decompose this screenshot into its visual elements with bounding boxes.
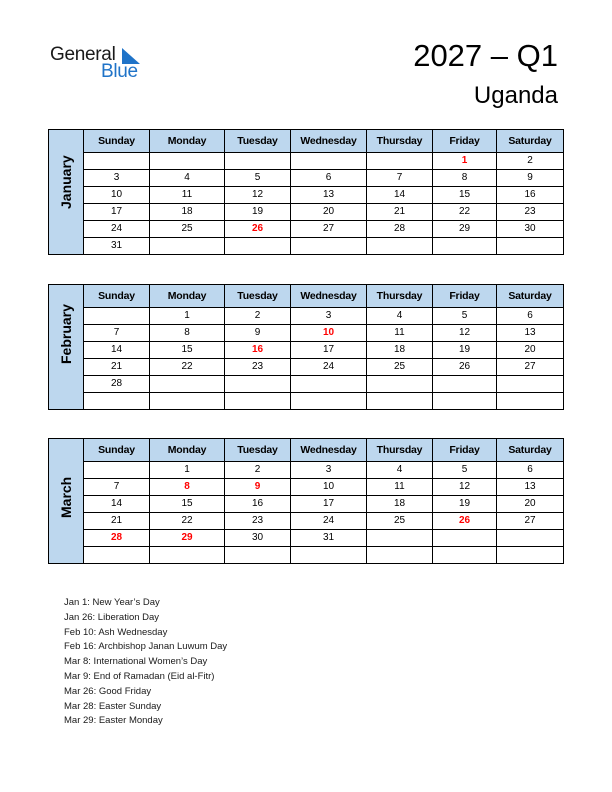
day-cell	[433, 393, 497, 410]
day-cell: 11	[150, 187, 225, 204]
day-cell: 10	[291, 325, 367, 342]
day-cell: 8	[433, 170, 497, 187]
month-label	[49, 285, 84, 410]
day-cell: 22	[433, 204, 497, 221]
day-cell	[150, 238, 225, 255]
calendar-march	[48, 438, 564, 564]
day-cell	[225, 547, 291, 564]
day-cell	[433, 238, 497, 255]
month-label	[49, 439, 84, 564]
day-cell: 6	[497, 308, 564, 325]
day-cell: 2	[225, 308, 291, 325]
holiday-item: Feb 10: Ash Wednesday	[64, 626, 168, 638]
day-cell	[497, 376, 564, 393]
day-cell: 17	[84, 204, 150, 221]
day-cell: 31	[291, 530, 367, 547]
day-cell	[291, 547, 367, 564]
day-cell: 20	[497, 496, 564, 513]
day-cell: 19	[225, 204, 291, 221]
weekday-header: Monday	[150, 130, 225, 153]
day-cell	[367, 393, 433, 410]
day-cell	[84, 308, 150, 325]
day-cell: 15	[150, 496, 225, 513]
day-cell: 2	[497, 153, 564, 170]
day-cell: 23	[225, 513, 291, 530]
day-cell: 29	[433, 221, 497, 238]
calendar-february	[48, 284, 564, 410]
day-cell: 24	[291, 513, 367, 530]
weekday-header: Thursday	[367, 439, 433, 462]
day-cell: 7	[84, 479, 150, 496]
logo-general-text: General	[50, 44, 116, 65]
day-cell	[367, 547, 433, 564]
day-cell	[84, 393, 150, 410]
day-cell: 18	[150, 204, 225, 221]
day-cell: 28	[367, 221, 433, 238]
day-cell: 5	[225, 170, 291, 187]
holiday-item: Mar 8: International Women’s Day	[64, 656, 208, 668]
day-cell: 23	[225, 359, 291, 376]
logo	[50, 44, 150, 84]
day-cell	[225, 153, 291, 170]
day-cell: 7	[84, 325, 150, 342]
day-cell: 24	[84, 221, 150, 238]
day-cell: 29	[150, 530, 225, 547]
day-cell: 12	[225, 187, 291, 204]
country-name: Uganda	[473, 82, 558, 109]
week-row	[49, 530, 564, 547]
day-cell	[367, 376, 433, 393]
day-cell: 20	[497, 342, 564, 359]
week-row	[49, 308, 564, 325]
day-cell: 10	[291, 479, 367, 496]
weekday-header: Wednesday	[291, 130, 367, 153]
day-cell: 16	[225, 496, 291, 513]
day-cell: 5	[433, 462, 497, 479]
day-cell: 13	[497, 325, 564, 342]
day-cell	[291, 393, 367, 410]
day-cell: 22	[150, 359, 225, 376]
day-cell: 28	[84, 530, 150, 547]
day-cell	[84, 547, 150, 564]
week-row	[49, 238, 564, 255]
day-cell: 16	[497, 187, 564, 204]
day-cell: 18	[367, 496, 433, 513]
day-cell: 12	[433, 325, 497, 342]
holiday-item: Mar 9: End of Ramadan (Eid al-Fitr)	[64, 670, 215, 682]
day-cell: 13	[497, 479, 564, 496]
day-cell: 17	[291, 342, 367, 359]
day-cell: 8	[150, 479, 225, 496]
day-cell: 5	[433, 308, 497, 325]
month-name: January	[58, 155, 74, 209]
day-cell: 9	[225, 479, 291, 496]
day-cell	[150, 376, 225, 393]
day-cell: 16	[225, 342, 291, 359]
weekday-header: Tuesday	[225, 130, 291, 153]
day-cell: 9	[497, 170, 564, 187]
day-cell: 12	[433, 479, 497, 496]
day-cell: 21	[84, 513, 150, 530]
day-cell: 15	[433, 187, 497, 204]
weekday-header: Saturday	[497, 285, 564, 308]
day-cell: 3	[291, 308, 367, 325]
day-cell: 18	[367, 342, 433, 359]
day-cell: 4	[367, 308, 433, 325]
day-cell: 4	[367, 462, 433, 479]
weekday-header: Friday	[433, 285, 497, 308]
day-cell: 1	[150, 308, 225, 325]
day-cell: 26	[433, 513, 497, 530]
day-cell: 3	[291, 462, 367, 479]
day-cell	[433, 376, 497, 393]
day-cell: 1	[433, 153, 497, 170]
month-name: March	[58, 476, 74, 518]
day-cell: 17	[291, 496, 367, 513]
week-row	[49, 359, 564, 376]
day-cell	[497, 547, 564, 564]
week-row	[49, 170, 564, 187]
calendar-january	[48, 129, 564, 255]
day-cell	[84, 153, 150, 170]
week-row	[49, 221, 564, 238]
week-row	[49, 204, 564, 221]
day-cell	[150, 547, 225, 564]
day-cell: 27	[497, 359, 564, 376]
day-cell: 19	[433, 342, 497, 359]
weekday-header: Thursday	[367, 285, 433, 308]
day-cell: 11	[367, 325, 433, 342]
day-cell: 22	[150, 513, 225, 530]
weekday-header: Sunday	[84, 285, 150, 308]
logo-blue-text: Blue	[101, 61, 138, 82]
day-cell: 21	[84, 359, 150, 376]
day-cell: 14	[84, 342, 150, 359]
day-cell: 25	[367, 513, 433, 530]
day-cell: 15	[150, 342, 225, 359]
weekday-header: Monday	[150, 285, 225, 308]
weekday-header: Monday	[150, 439, 225, 462]
week-row	[49, 462, 564, 479]
day-cell: 25	[150, 221, 225, 238]
day-cell: 26	[433, 359, 497, 376]
week-row	[49, 547, 564, 564]
holiday-item: Feb 16: Archbishop Janan Luwum Day	[64, 641, 228, 653]
day-cell: 23	[497, 204, 564, 221]
day-cell: 4	[150, 170, 225, 187]
day-cell	[225, 393, 291, 410]
week-row	[49, 376, 564, 393]
day-cell	[150, 393, 225, 410]
day-cell: 2	[225, 462, 291, 479]
day-cell	[367, 153, 433, 170]
day-cell: 27	[291, 221, 367, 238]
day-cell: 20	[291, 204, 367, 221]
day-cell: 3	[84, 170, 150, 187]
week-row	[49, 496, 564, 513]
weekday-header: Tuesday	[225, 285, 291, 308]
day-cell: 13	[291, 187, 367, 204]
day-cell: 11	[367, 479, 433, 496]
weekday-header: Wednesday	[291, 439, 367, 462]
week-row	[49, 342, 564, 359]
day-cell: 10	[84, 187, 150, 204]
week-row	[49, 393, 564, 410]
weekday-header: Saturday	[497, 130, 564, 153]
day-cell: 9	[225, 325, 291, 342]
day-cell	[84, 462, 150, 479]
day-cell: 31	[84, 238, 150, 255]
month-name: February	[58, 304, 74, 364]
day-cell: 7	[367, 170, 433, 187]
day-cell	[225, 238, 291, 255]
weekday-header: Thursday	[367, 130, 433, 153]
day-cell: 30	[497, 221, 564, 238]
day-cell	[367, 530, 433, 547]
week-row	[49, 325, 564, 342]
day-cell: 25	[367, 359, 433, 376]
day-cell: 19	[433, 496, 497, 513]
day-cell: 6	[291, 170, 367, 187]
weekday-header: Tuesday	[225, 439, 291, 462]
weekday-header: Sunday	[84, 130, 150, 153]
day-cell	[497, 530, 564, 547]
holiday-item: Mar 29: Easter Monday	[64, 715, 163, 727]
holiday-item: Mar 28: Easter Sunday	[64, 700, 162, 712]
weekday-header: Saturday	[497, 439, 564, 462]
week-row	[49, 513, 564, 530]
day-cell	[291, 238, 367, 255]
weekday-header: Friday	[433, 130, 497, 153]
weekday-header: Friday	[433, 439, 497, 462]
day-cell: 6	[497, 462, 564, 479]
day-cell	[497, 393, 564, 410]
day-cell: 27	[497, 513, 564, 530]
day-cell: 24	[291, 359, 367, 376]
day-cell: 14	[367, 187, 433, 204]
day-cell	[291, 153, 367, 170]
day-cell: 21	[367, 204, 433, 221]
week-row	[49, 153, 564, 170]
weekday-header: Wednesday	[291, 285, 367, 308]
day-cell	[225, 376, 291, 393]
holiday-item: Mar 26: Good Friday	[64, 685, 152, 697]
day-cell	[433, 547, 497, 564]
holiday-list	[64, 596, 227, 729]
day-cell	[150, 153, 225, 170]
holiday-item: Jan 26: Liberation Day	[64, 611, 160, 623]
week-row	[49, 479, 564, 496]
day-cell	[497, 238, 564, 255]
day-cell: 30	[225, 530, 291, 547]
month-label	[49, 130, 84, 255]
day-cell	[433, 530, 497, 547]
weekday-header: Sunday	[84, 439, 150, 462]
day-cell: 1	[150, 462, 225, 479]
page-title: 2027 – Q1	[413, 38, 558, 73]
day-cell: 28	[84, 376, 150, 393]
day-cell: 26	[225, 221, 291, 238]
day-cell	[367, 238, 433, 255]
day-cell: 8	[150, 325, 225, 342]
holiday-item: Jan 1: New Year’s Day	[64, 597, 160, 608]
week-row	[49, 187, 564, 204]
day-cell: 14	[84, 496, 150, 513]
day-cell	[291, 376, 367, 393]
